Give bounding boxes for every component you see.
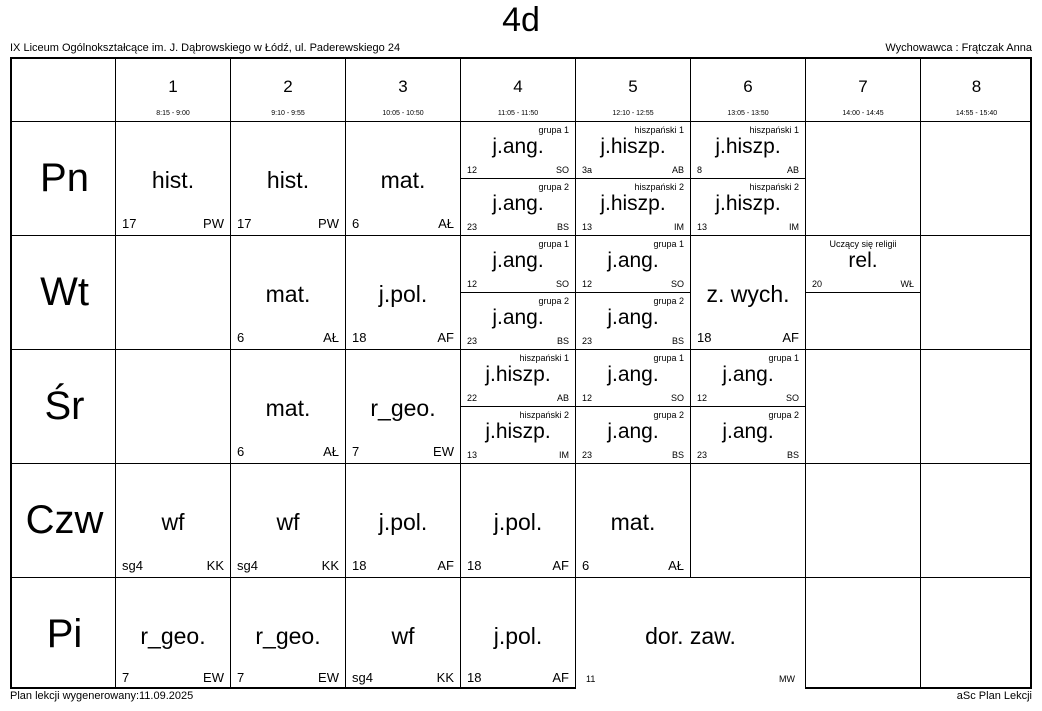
- lesson-room: 23: [582, 336, 593, 346]
- lesson-subject: wf: [276, 509, 300, 535]
- group-lesson[interactable]: [576, 122, 690, 179]
- split-lesson-cell: [691, 122, 805, 235]
- lesson-room: 7: [122, 670, 130, 685]
- period-time: 8:15 - 9:00: [156, 110, 190, 117]
- period-number: 5: [628, 77, 638, 96]
- period-number: 3: [398, 77, 408, 96]
- split-lesson-cell: [576, 236, 690, 349]
- double-lesson-cell[interactable]: [576, 578, 805, 689]
- lesson-teacher: EW: [433, 444, 454, 459]
- group-name: grupa 1: [653, 239, 684, 249]
- lesson-subject: r_geo.: [255, 623, 321, 649]
- lesson-subject: wf: [391, 623, 415, 649]
- lesson-cell[interactable]: [346, 236, 460, 349]
- lesson-cell[interactable]: [346, 578, 460, 689]
- group-name: hiszpański 2: [519, 410, 569, 420]
- lesson-room: 23: [467, 336, 478, 346]
- lesson-subject: j.ang.: [607, 363, 659, 386]
- lesson-subject: wf: [161, 509, 185, 535]
- group-name: grupa 1: [538, 125, 569, 135]
- lesson-room: 13: [582, 222, 593, 232]
- lesson-room: 17: [237, 216, 252, 231]
- lesson-teacher: SO: [670, 279, 684, 289]
- lesson-cell[interactable]: [576, 464, 690, 577]
- split-lesson-cell: [461, 122, 575, 235]
- group-name: Uczący się religii: [829, 239, 897, 249]
- lesson-teacher: BS: [671, 450, 684, 460]
- lesson-teacher: KK: [436, 670, 454, 685]
- lesson-teacher: SO: [785, 393, 799, 403]
- lesson-subject: dor. zaw.: [645, 623, 736, 649]
- group-lesson[interactable]: [576, 293, 690, 350]
- lesson-subject: mat.: [610, 509, 656, 535]
- group-name: grupa 2: [653, 296, 684, 306]
- lesson-room: 12: [697, 393, 708, 403]
- group-name: hiszpański 2: [749, 182, 799, 192]
- day-label-friday: Pi: [46, 612, 83, 656]
- period-number: 7: [858, 77, 868, 96]
- group-lesson[interactable]: [576, 179, 690, 236]
- lesson-room: 12: [467, 165, 478, 175]
- period-time: 11:05 - 11:50: [497, 110, 539, 117]
- group-lesson[interactable]: [461, 293, 575, 350]
- group-name: hiszpański 1: [749, 125, 799, 135]
- lesson-teacher: IM: [559, 450, 569, 460]
- lesson-cell[interactable]: [231, 236, 345, 349]
- lesson-subject: mat.: [265, 395, 311, 421]
- period-number: 1: [168, 77, 178, 96]
- lesson-subject: rel.: [848, 249, 878, 272]
- lesson-cell[interactable]: [231, 578, 345, 689]
- lesson-room: sg4: [237, 558, 258, 573]
- group-name: grupa 2: [538, 296, 569, 306]
- group-lesson[interactable]: [806, 236, 920, 293]
- lesson-room: 18: [697, 330, 712, 345]
- lesson-room: 22: [467, 393, 478, 403]
- day-label-monday: Pn: [40, 156, 89, 200]
- lesson-teacher: AŁ: [668, 558, 684, 573]
- period-number: 8: [971, 77, 982, 96]
- lesson-teacher: EW: [318, 670, 339, 685]
- lesson-teacher: AF: [552, 558, 569, 573]
- lesson-room: 6: [352, 216, 360, 231]
- group-name: grupa 1: [538, 239, 569, 249]
- lesson-subject: mat.: [380, 167, 426, 193]
- split-lesson-cell: [461, 350, 575, 463]
- lesson-teacher: AF: [437, 330, 454, 345]
- lesson-cell[interactable]: [116, 578, 230, 689]
- lesson-subject: j.hiszp.: [600, 192, 666, 215]
- period-time: 14:00 - 14:45: [842, 110, 884, 117]
- period-header-6: [691, 59, 805, 121]
- group-lesson[interactable]: [691, 179, 805, 236]
- lesson-subject: z. wych.: [706, 281, 790, 307]
- period-time: 13:05 - 13:50: [727, 110, 769, 117]
- group-lesson[interactable]: [461, 350, 575, 407]
- group-lesson[interactable]: [576, 407, 690, 464]
- lesson-teacher: AB: [556, 393, 569, 403]
- day-label-tuesday: Wt: [40, 270, 89, 314]
- period-number: 4: [513, 77, 523, 96]
- lesson-teacher: WŁ: [900, 279, 914, 289]
- lesson-teacher: KK: [206, 558, 224, 573]
- lesson-subject: mat.: [265, 281, 311, 307]
- lesson-room: 17: [122, 216, 137, 231]
- lesson-cell[interactable]: [116, 122, 230, 235]
- lesson-teacher: AB: [786, 165, 799, 175]
- period-time: 14:55 - 15:40: [955, 110, 998, 117]
- lesson-room: 18: [467, 558, 482, 573]
- lesson-room: 6: [237, 444, 245, 459]
- lesson-subject: j.ang.: [607, 306, 659, 329]
- generated-date: Plan lekcji wygenerowany:11.09.2025: [10, 690, 194, 702]
- split-lesson-cell: [576, 122, 690, 235]
- period-number: 6: [743, 77, 753, 96]
- split-lesson-cell: [576, 350, 690, 463]
- lesson-subject: j.pol.: [378, 281, 428, 307]
- lesson-room: 8: [697, 165, 703, 175]
- lesson-room: 23: [467, 222, 478, 232]
- split-lesson-cell: [461, 236, 575, 349]
- group-lesson[interactable]: [461, 236, 575, 293]
- lesson-subject: j.hiszp.: [715, 192, 781, 215]
- day-label-thursday: Czw: [25, 498, 104, 542]
- lesson-teacher: SO: [670, 393, 684, 403]
- group-name: grupa 1: [653, 353, 684, 363]
- group-name: grupa 2: [653, 410, 684, 420]
- lesson-room: 20: [812, 279, 823, 289]
- lesson-room: 12: [467, 279, 478, 289]
- grid-line: [805, 59, 806, 687]
- lesson-cell[interactable]: [691, 236, 805, 349]
- group-lesson[interactable]: [461, 179, 575, 236]
- lesson-subject: j.ang.: [607, 420, 659, 443]
- lesson-room: 11: [586, 674, 596, 684]
- class-title: 4d: [502, 1, 540, 39]
- lesson-subject: j.ang.: [492, 306, 544, 329]
- group-name: grupa 1: [768, 353, 799, 363]
- period-header-2: [231, 59, 345, 121]
- lesson-subject: j.ang.: [607, 249, 659, 272]
- lesson-subject: j.ang.: [492, 249, 544, 272]
- lesson-room: 18: [352, 558, 367, 573]
- lesson-room: 6: [237, 330, 245, 345]
- lesson-subject: j.hiszp.: [485, 420, 551, 443]
- period-header-3: [346, 59, 460, 121]
- timetable-grid: [10, 57, 1032, 689]
- lesson-room: 18: [352, 330, 367, 345]
- lesson-subject: j.hiszp.: [600, 135, 666, 158]
- lesson-subject: j.pol.: [493, 509, 543, 535]
- lesson-teacher: EW: [203, 670, 224, 685]
- lesson-teacher: AF: [437, 558, 454, 573]
- group-name: hiszpański 1: [519, 353, 569, 363]
- split-lesson-cell: [806, 236, 920, 349]
- period-time: 12:10 - 12:55: [612, 110, 654, 117]
- group-name: grupa 2: [768, 410, 799, 420]
- group-name: grupa 2: [538, 182, 569, 192]
- lesson-room: 12: [582, 393, 593, 403]
- period-time: 10:05 - 10:50: [382, 110, 424, 117]
- lesson-room: 18: [467, 670, 482, 685]
- group-divider: [806, 292, 920, 293]
- period-header-4: [461, 59, 575, 121]
- lesson-cell[interactable]: [116, 464, 230, 577]
- lesson-teacher: MW: [779, 674, 795, 684]
- lesson-cell[interactable]: [461, 578, 575, 689]
- lesson-subject: r_geo.: [140, 623, 206, 649]
- lesson-teacher: AŁ: [323, 330, 339, 345]
- group-lesson[interactable]: [461, 407, 575, 464]
- lesson-teacher: KK: [321, 558, 339, 573]
- lesson-teacher: BS: [556, 222, 569, 232]
- lesson-teacher: IM: [789, 222, 799, 232]
- period-header-8: [921, 59, 1032, 121]
- lesson-room: 3a: [582, 165, 593, 175]
- group-lesson[interactable]: [691, 350, 805, 407]
- lesson-room: 23: [582, 450, 593, 460]
- lesson-subject: j.pol.: [378, 509, 428, 535]
- lesson-cell[interactable]: [231, 464, 345, 577]
- group-name: hiszpański 2: [634, 182, 684, 192]
- lesson-room: 13: [697, 222, 708, 232]
- lesson-subject: j.hiszp.: [485, 363, 551, 386]
- class-tutor: Wychowawca : Frątczak Anna: [885, 42, 1032, 54]
- lesson-subject: j.ang.: [492, 135, 544, 158]
- group-lesson[interactable]: [461, 122, 575, 179]
- lesson-teacher: IM: [674, 222, 684, 232]
- lesson-teacher: BS: [786, 450, 799, 460]
- period-time: 9:10 - 9:55: [271, 110, 305, 117]
- lesson-cell[interactable]: [231, 350, 345, 463]
- lesson-subject: j.ang.: [722, 363, 774, 386]
- group-name: hiszpański 1: [634, 125, 684, 135]
- day-label-wednesday: Śr: [44, 384, 85, 428]
- school-name: IX Liceum Ogólnokształcące im. J. Dąbrowskiego w Łódź, ul. Paderewskiego 24: [10, 42, 401, 54]
- lesson-room: 7: [352, 444, 360, 459]
- lesson-cell[interactable]: [346, 122, 460, 235]
- lesson-teacher: AF: [552, 670, 569, 685]
- lesson-teacher: AŁ: [323, 444, 339, 459]
- lesson-cell[interactable]: [231, 122, 345, 235]
- lesson-cell[interactable]: [461, 464, 575, 577]
- lesson-room: sg4: [122, 558, 143, 573]
- lesson-subject: j.hiszp.: [715, 135, 781, 158]
- lesson-cell[interactable]: [346, 464, 460, 577]
- group-lesson[interactable]: [576, 236, 690, 293]
- grid-line: [920, 59, 921, 687]
- lesson-room: sg4: [352, 670, 373, 685]
- lesson-teacher: SO: [555, 165, 569, 175]
- lesson-subject: r_geo.: [370, 395, 436, 421]
- group-lesson[interactable]: [691, 407, 805, 464]
- lesson-subject: j.ang.: [722, 420, 774, 443]
- period-header-1: [116, 59, 230, 121]
- lesson-room: 13: [467, 450, 478, 460]
- lesson-subject: j.pol.: [493, 623, 543, 649]
- lesson-subject: hist.: [151, 167, 195, 193]
- lesson-teacher: BS: [671, 336, 684, 346]
- lesson-subject: hist.: [266, 167, 310, 193]
- lesson-teacher: SO: [555, 279, 569, 289]
- lesson-room: 12: [582, 279, 593, 289]
- lesson-room: 23: [697, 450, 708, 460]
- lesson-subject: j.ang.: [492, 192, 544, 215]
- group-lesson[interactable]: [576, 350, 690, 407]
- group-lesson[interactable]: [691, 122, 805, 179]
- period-header-5: [576, 59, 690, 121]
- lesson-teacher: AF: [782, 330, 799, 345]
- lesson-teacher: BS: [556, 336, 569, 346]
- lesson-cell[interactable]: [346, 350, 460, 463]
- period-number: 2: [283, 77, 293, 96]
- lesson-teacher: PW: [318, 216, 339, 231]
- lesson-room: 6: [582, 558, 590, 573]
- software-name: aSc Plan Lekcji: [956, 690, 1032, 702]
- lesson-room: 7: [237, 670, 245, 685]
- lesson-teacher: AB: [671, 165, 684, 175]
- lesson-teacher: AŁ: [438, 216, 454, 231]
- period-header-7: [806, 59, 920, 121]
- split-lesson-cell: [691, 350, 805, 463]
- lesson-teacher: PW: [203, 216, 224, 231]
